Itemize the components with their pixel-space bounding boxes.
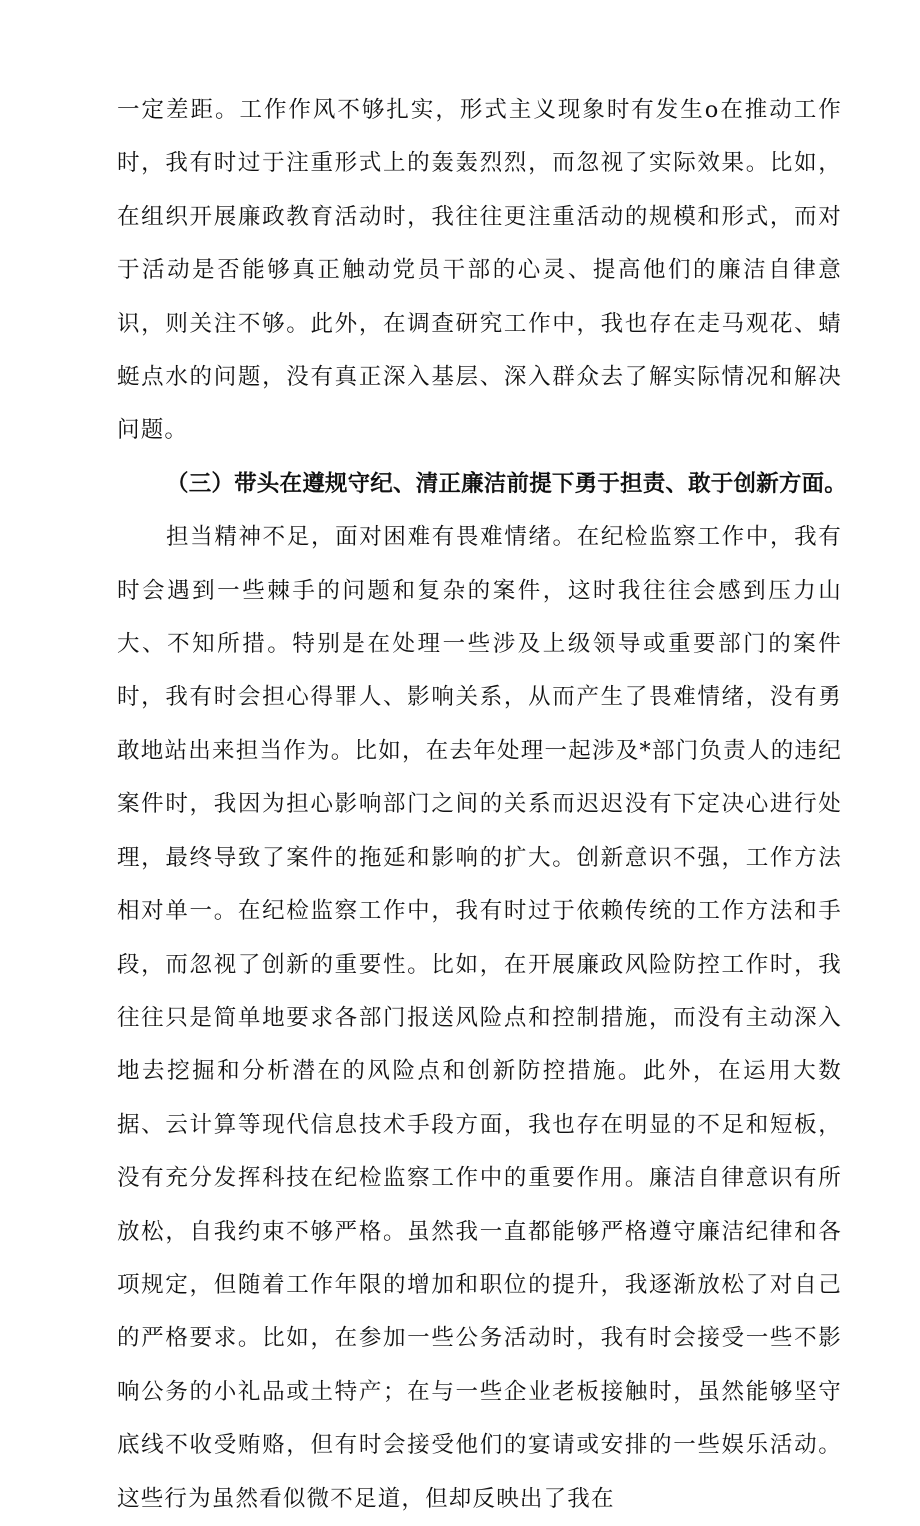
paragraph-body: 担当精神不足，面对困难有畏难情绪。在纪检监察工作中，我有时会遇到一些棘手的问题和复杂的案件，这时我往往会感到压力山大、不知所措。特别是在处理一些涉及上级领导或重要部门的案件时，我有时会担心得罪人、影响关系，从而产生了畏难情绪，没有勇敢地站出来担当作为。比如，在去年处理一起涉及*部门负责人的违纪案件时，我因为担心影响部门之间的关系而迟迟没有下定决心进行处理，最终导致了案件的拖延和影响的扩大。创新意识不强，工作方法相对单一。在纪检监察工作中，我有时过于依赖传统的工作方法和手段，而忽视了创新的重要性。比如，在开展廉政风险防控工作时，我往往只是简单地要求各部门报送风险点和控制措施，而没有主动深入地去挖掘和分析潜在的风险点和创新防控措施。此外，在运用大数据、云计算等现代信息技术手段方面，我也存在明显的不足和短板，没有充分发挥科技在纪检监察工作中的重要作用。廉洁自律意识有所放松，自我约束不够严格。虽然我一直都能够严格遵守廉洁纪律和各项规定，但随着工作年限的增加和职位的提升，我逐渐放松了对自己的严格要求。比如，在参加一些公务活动时，我有时会接受一些不影响公务的小礼品或土特产；在与一些企业老板接触时，虽然能够坚守底线不收受贿赂，但有时会接受他们的宴请或安排的一些娱乐活动。这些行为虽然看似微不足道，但却反映出了我在 — [117, 524, 842, 1512]
section-heading: （三）带头在遵规守纪、清正廉洁前提下勇于担责、敢于创新方面。 — [166, 470, 848, 497]
document-page — [117, 84, 848, 1526]
paragraph-continuation: 一定差距。工作作风不够扎实，形式主义现象时有发生o在推动工作时，我有时过于注重形式上的轰轰烈烈，而忽视了实际效果。比如，在组织开展廉政教育活动时，我往往更注重活动的规模和形式，而对于活动是否能够真正触动党员干部的心灵、提高他们的廉洁自律意识，则关注不够。此外，在调查研究工作中，我也存在走马观花、蜻蜓点水的问题，没有真正深入基层、深入群众去了解实际情况和解决问题。 — [117, 97, 842, 444]
